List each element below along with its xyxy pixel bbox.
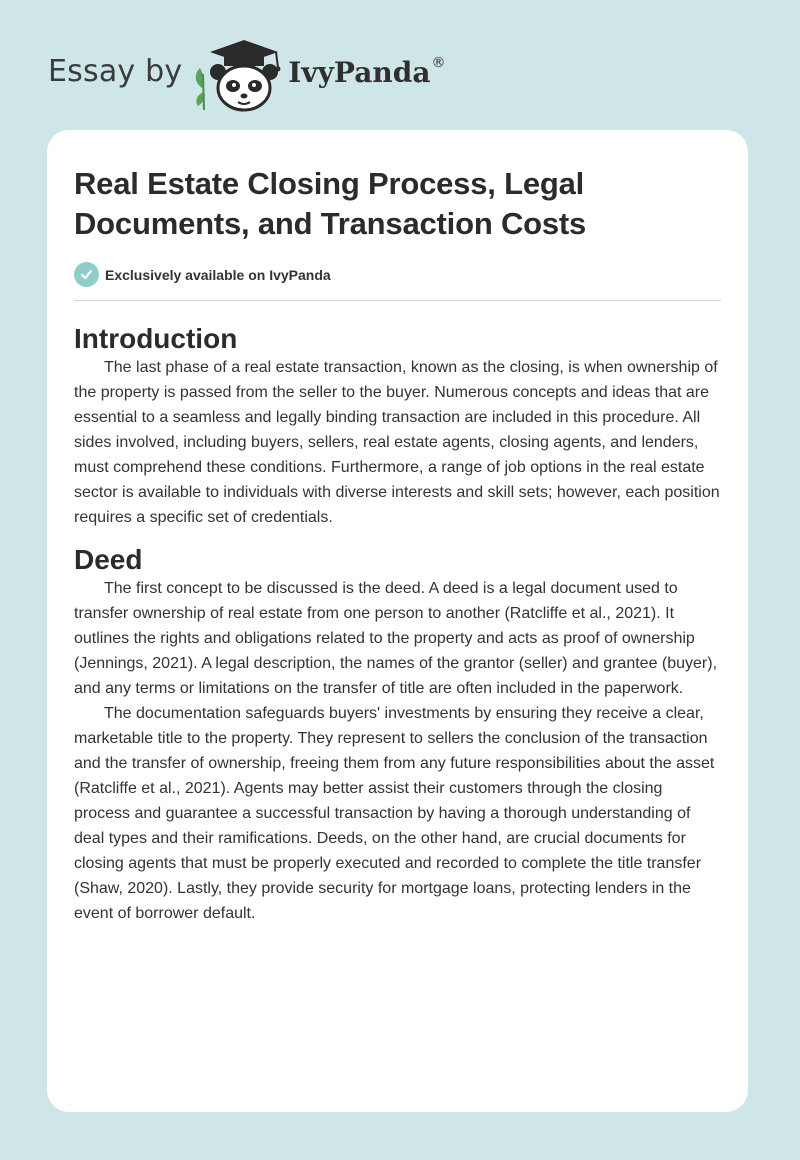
paragraph: The documentation safeguards buyers' investments by ensuring they receive a clear, marketable title to the property. They represent to sellers the conclusion of the transaction and the transfer of ownership, freeing them from any future responsibilities about the asset (Ratcliffe et al., 2021). Agents may better assist their customers through the closing process and guarantee a successful transaction by having a thorough understanding of deal types and their ramifications. Deeds, on the other hand, are crucial documents for closing agents that must be properly executed and recorded to complete the title transfer (Shaw, 2020). Lastly, they provide security for mortgage loans, protecting lenders in the event of borrower default.	[74, 705, 715, 922]
panda-graduate-icon	[188, 34, 284, 114]
brand-prefix: Essay by	[48, 53, 183, 89]
exclusive-badge	[74, 262, 721, 287]
registered-mark: ®	[431, 55, 446, 71]
section-heading: Deed	[74, 544, 143, 575]
paragraph: The first concept to be discussed is the deed. A deed is a legal document used to transfer ownership of real estate from one person to another (Ratcliffe et al., 2021). It outlines the rights and obligations related to the property and acts as proof of ownership (Jennings, 2021). A legal description, the names of the grantor (seller) and grantee (buyer), and any terms or limitations on the transfer of title are often included in the paperwork.	[74, 580, 718, 697]
brand-name: IvyPanda	[288, 55, 431, 89]
page-title: Real Estate Closing Process, Legal Documents, and Transaction Costs	[74, 166, 587, 241]
section-heading: Introduction	[74, 323, 238, 354]
section-introduction	[74, 323, 721, 530]
exclusive-text: Exclusively available on IvyPanda	[105, 266, 331, 283]
section-deed	[74, 544, 721, 926]
essay-card	[47, 130, 748, 1112]
paragraph: The last phase of a real estate transaction, known as the closing, is when ownership of the property is passed from the seller to the buyer. Numerous concepts and ideas that are essential to a seamless and legally binding transaction are included in this procedure. All sides involved, including buyers, sellers, real estate agents, closing agents, and lenders, must comprehend these conditions. Furthermore, a range of job options in the real estate sector is available to individuals with diverse interests and skill sets; however, each position requires a specific set of credentials.	[74, 359, 720, 526]
check-circle-icon	[74, 262, 99, 287]
brand-header[interactable]	[48, 34, 445, 114]
divider	[74, 300, 721, 301]
